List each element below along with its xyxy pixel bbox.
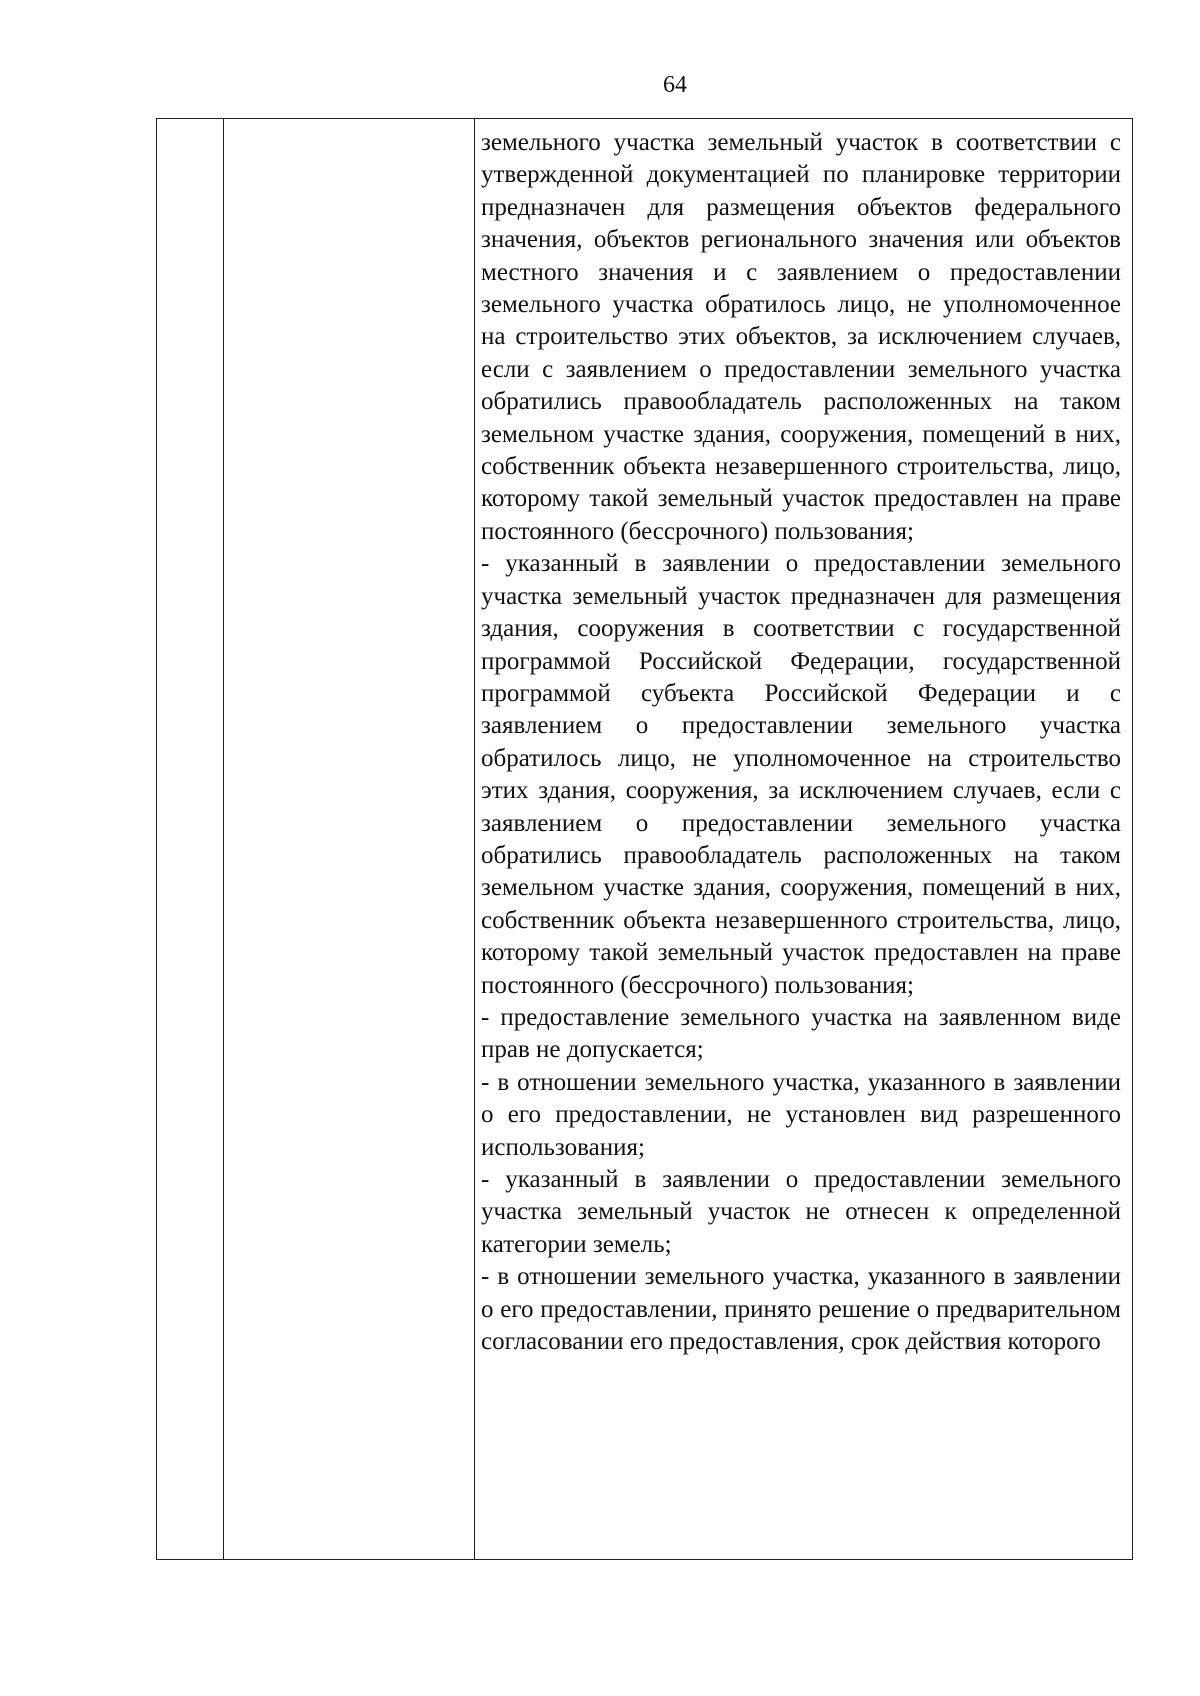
paragraph: - указанный в заявлении о предоставлении земельного участка земельный участок предназначен для размещения здания, сооружения в соответствии с государственной программой Российской Федерации, государственной программой субъекта Российской Федерации и с заявлением о предоставлении земельного участка обратилось лицо, не уполномоченное на строительство этих здания, сооружения, за исключением случаев, если с заявлением о предоставлении земельного участка обратились правообладатель расположенных на таком земельном участке здания, сооружения, помещений в них, собственник объекта незавершенного строительства, лицо, которому такой земельный участок предоставлен на праве постоянного (бессрочного) пользования; xyxy=(481,550,1121,999)
document-table xyxy=(156,118,1133,1560)
paragraph: - указанный в заявлении о предоставлении земельного участка земельный участок не отнесен к определенной категории земель; xyxy=(481,1166,1121,1258)
table-column-divider xyxy=(223,119,224,1559)
table-column-divider xyxy=(474,119,475,1559)
paragraph: - предоставление земельного участка на заявленном виде прав не допускается; xyxy=(481,1003,1121,1064)
paragraph: - в отношении земельного участка, указанного в заявлении о его предоставлении, не установлен вид разрешенного использования; xyxy=(481,1068,1121,1161)
paragraph: - в отношении земельного участка, указанного в заявлении о его предоставлении, принято решение о предварительном согласовании его предоставления, срок действия которого xyxy=(481,1263,1121,1356)
table-cell-text xyxy=(481,127,1121,1358)
page-number: 64 xyxy=(663,72,687,98)
paragraph: земельного участка земельный участок в соответствии с утвержденной документацией по планировке территории предназначен для размещения объектов федерального значения, объектов регионального значения или объектов местного значения и с заявлением о предоставлении земельного участка обратилось лицо, не уполномоченное на строительство этих объектов, за исключением случаев, если с заявлением о предоставлении земельного участка обратились правообладатель расположенных на таком земельном участке здания, сооружения, помещений в них, собственник объекта незавершенного строительства, лицо, которому такой земельный участок предоставлен на праве постоянного (бессрочного) пользования; xyxy=(481,129,1121,545)
